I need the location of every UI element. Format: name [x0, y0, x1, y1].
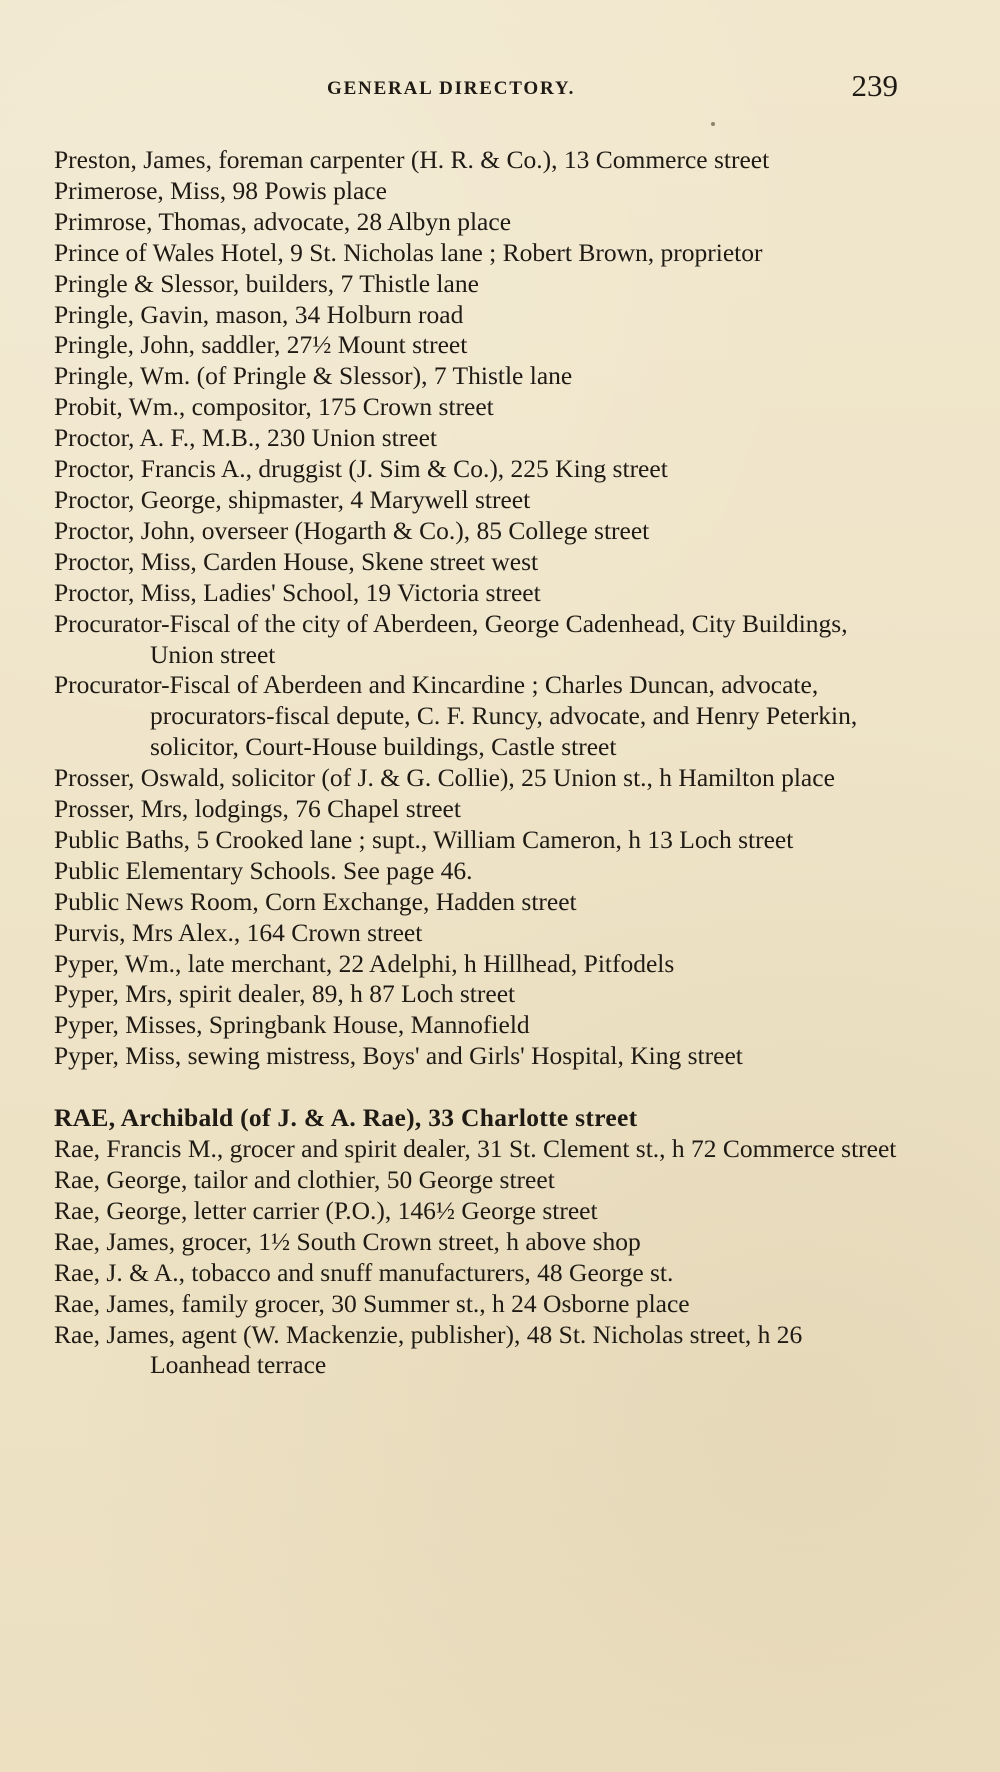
directory-entry: Rae, James, grocer, 1½ South Crown street, h above shop — [54, 1226, 641, 1256]
directory-entry: Primerose, Miss, 98 Powis place — [54, 175, 387, 205]
directory-entry: Pyper, Wm., late merchant, 22 Adelphi, h Hillhead, Pitfodels — [54, 948, 675, 978]
directory-entry: Proctor, John, overseer (Hogarth & Co.), 85 College street — [54, 515, 650, 545]
directory-entry: Pringle & Slessor, builders, 7 Thistle lane — [54, 268, 479, 298]
directory-entry: Rae, J. & A., tobacco and snuff manufacturers, 48 George st. — [54, 1257, 674, 1287]
directory-entry: Public Baths, 5 Crooked lane ; supt., William Cameron, h 13 Loch street — [54, 824, 794, 854]
directory-entry: Prince of Wales Hotel, 9 St. Nicholas lane ; Robert Brown, proprietor — [54, 237, 763, 267]
directory-entry: Proctor, Miss, Ladies' School, 19 Victoria street — [54, 577, 541, 607]
directory-entry: Rae, James, agent (W. Mackenzie, publisher), 48 St. Nicholas street, h 26 Loanhead terrace — [54, 1319, 803, 1380]
directory-entry: Probit, Wm., compositor, 175 Crown street — [54, 392, 494, 422]
directory-entry: Proctor, A. F., M.B., 230 Union street — [54, 423, 437, 453]
directory-entry: Pringle, Wm. (of Pringle & Slessor), 7 Thistle lane — [54, 361, 573, 391]
print-speck — [711, 122, 715, 126]
directory-entry: Proctor, Miss, Carden House, Skene street west — [54, 546, 539, 576]
directory-entry: Pyper, Misses, Springbank House, Mannofield — [54, 1010, 530, 1040]
directory-entry: RAE, Archibald (of J. & A. Rae), 33 Charlotte street — [54, 1103, 638, 1133]
running-head: GENERAL DIRECTORY. — [327, 78, 576, 99]
directory-entry: Pringle, Gavin, mason, 34 Holburn road — [54, 299, 464, 329]
directory-entry: Public Elementary Schools. See page 46. — [54, 855, 473, 885]
directory-entry: Procurator-Fiscal of the city of Aberdeen, George Cadenhead, City Buildings, Union street — [54, 608, 848, 669]
directory-entry: Purvis, Mrs Alex., 164 Crown street — [54, 917, 423, 947]
directory-content — [54, 145, 904, 1381]
directory-entry: Rae, James, family grocer, 30 Summer st., h 24 Osborne place — [54, 1288, 690, 1318]
directory-entry: Rae, George, letter carrier (P.O.), 146½ George street — [54, 1195, 598, 1225]
directory-entry: Proctor, Francis A., druggist (J. Sim & Co.), 225 King street — [54, 454, 668, 484]
directory-entry: Public News Room, Corn Exchange, Hadden street — [54, 886, 577, 916]
directory-entry: Procurator-Fiscal of Aberdeen and Kincardine ; Charles Duncan, advocate, procurators-fiscal depute, C. F. Runcy, advocate, and Henry Peterkin, solicitor, Court-House buildings, Castle street — [54, 670, 858, 762]
directory-entry: Pyper, Mrs, spirit dealer, 89, h 87 Loch street — [54, 979, 516, 1009]
directory-entry: Primrose, Thomas, advocate, 28 Albyn place — [54, 206, 512, 236]
directory-entry: Proctor, George, shipmaster, 4 Marywell street — [54, 484, 531, 514]
directory-entry: Prosser, Mrs, lodgings, 76 Chapel street — [54, 794, 461, 824]
page-header — [0, 70, 1000, 110]
page-number: 239 — [851, 68, 898, 103]
section-gap — [54, 1072, 904, 1103]
directory-entry: Prosser, Oswald, solicitor (of J. & G. Collie), 25 Union st., h Hamilton place — [54, 763, 835, 793]
directory-entry: Pyper, Miss, sewing mistress, Boys' and Girls' Hospital, King street — [54, 1041, 743, 1071]
directory-entry: Rae, Francis M., grocer and spirit dealer, 31 St. Clement st., h 72 Commerce street — [54, 1134, 897, 1164]
directory-entry: Rae, George, tailor and clothier, 50 George street — [54, 1165, 555, 1194]
directory-entry: Preston, James, foreman carpenter (H. R. & Co.), 13 Commerce street — [54, 145, 770, 174]
directory-entry: Pringle, John, saddler, 27½ Mount street — [54, 330, 468, 360]
